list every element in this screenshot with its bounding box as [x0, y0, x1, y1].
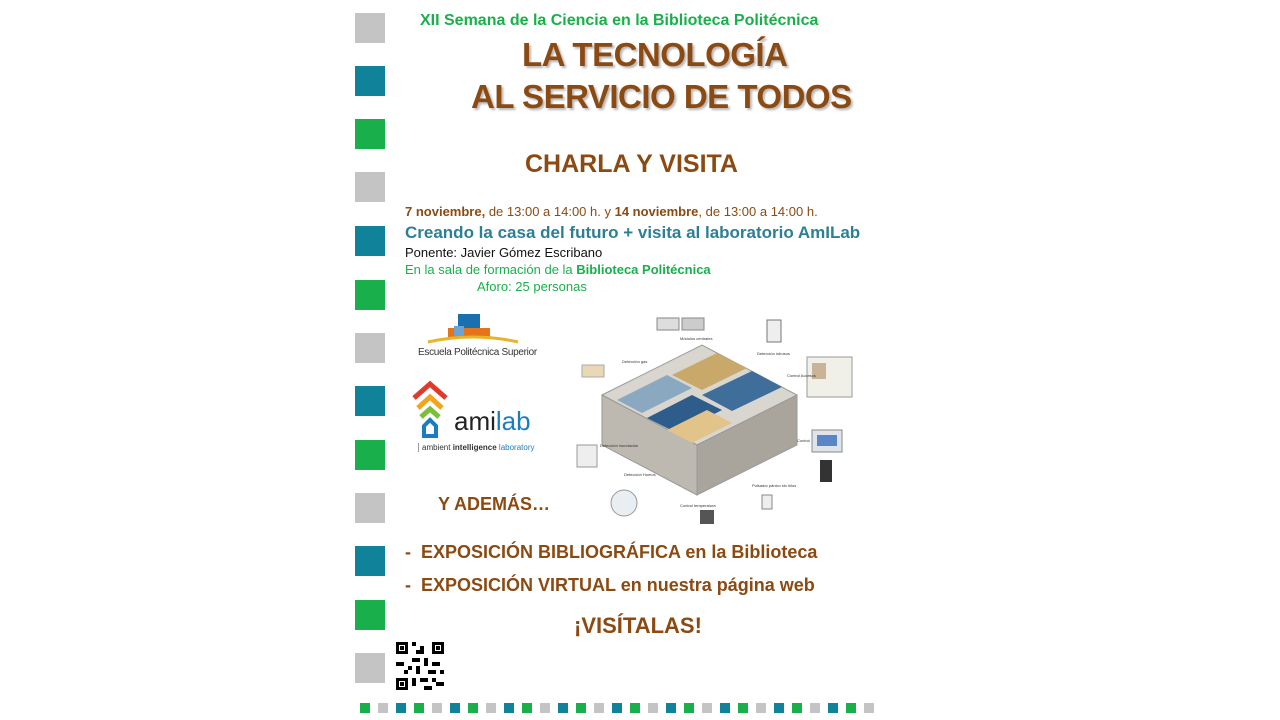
- label-intrusion: Detección intrusos: [757, 351, 790, 356]
- subtitle: CHARLA Y VISITA: [525, 150, 738, 178]
- talk-title: Creando la casa del futuro + visita al laboratorio AmILab: [405, 223, 861, 242]
- deco-square-small: [864, 703, 874, 713]
- venue-name: Biblioteca Politécnica: [576, 262, 711, 277]
- talk-date-1: 7 noviembre,: [405, 204, 486, 219]
- deco-square: [355, 66, 385, 96]
- item1-bold: EXPOSICIÓN BIBLIOGRÁFICA: [421, 542, 681, 562]
- talk-date-2: 14 noviembre: [614, 204, 699, 219]
- deco-square-small: [810, 703, 820, 713]
- talk-time-2: , de 13:00 a 14:00 h.: [698, 204, 818, 219]
- deco-square-small: [846, 703, 856, 713]
- smart-home-diagram: [572, 315, 862, 530]
- label-gas: Detección gas: [622, 359, 648, 364]
- label-flood: Detección inundación: [600, 443, 639, 448]
- deco-square: [355, 600, 385, 630]
- qr-code-icon[interactable]: [396, 642, 444, 690]
- deco-square: [355, 440, 385, 470]
- deco-square: [355, 546, 385, 576]
- label-temp: Control temperatura: [680, 503, 716, 508]
- deco-square-small: [378, 703, 388, 713]
- deco-square-small: [522, 703, 532, 713]
- main-title-line2: AL SERVICIO DE TODOS: [471, 78, 852, 115]
- item2-rest: en nuestra página web: [615, 575, 815, 595]
- deco-square-small: [396, 703, 406, 713]
- call-to-action: ¡VISÍTALAS!: [574, 613, 702, 638]
- deco-square-small: [594, 703, 604, 713]
- deco-square-small: [432, 703, 442, 713]
- talk-time-1: de 13:00 a 14:00 h. y: [485, 204, 615, 219]
- extra-item-2: [405, 575, 815, 596]
- deco-square-small: [576, 703, 586, 713]
- tagline-ambient: ambient: [422, 443, 453, 452]
- deco-square: [355, 119, 385, 149]
- deco-square-small: [630, 703, 640, 713]
- talk-dates: [405, 204, 818, 219]
- deco-square-small: [360, 703, 370, 713]
- extras-heading: Y ADEMÁS…: [438, 494, 551, 514]
- deco-square-small: [792, 703, 802, 713]
- bullet: -: [405, 575, 411, 595]
- amilab-ami: ami: [454, 406, 496, 436]
- deco-square-small: [558, 703, 568, 713]
- eps-name: Escuela Politécnica Superior: [418, 347, 537, 358]
- item2-bold: EXPOSICIÓN VIRTUAL: [421, 575, 616, 595]
- deco-square-small: [756, 703, 766, 713]
- label-mains: Módulos centrales: [680, 336, 713, 341]
- extra-item-1: [405, 542, 817, 563]
- deco-square: [355, 226, 385, 256]
- deco-square: [355, 386, 385, 416]
- amilab-lab: lab: [495, 406, 531, 436]
- deco-square-small: [702, 703, 712, 713]
- talk-speaker: Ponente: Javier Gómez Escribano: [405, 245, 603, 260]
- deco-square-small: [612, 703, 622, 713]
- deco-square: [355, 280, 385, 310]
- label-control: Control: [797, 438, 810, 443]
- eps-logo-icon: [418, 312, 528, 352]
- deco-square-small: [666, 703, 676, 713]
- deco-square-small: [468, 703, 478, 713]
- deco-square-small: [828, 703, 838, 713]
- deco-square: [355, 172, 385, 202]
- deco-square-small: [450, 703, 460, 713]
- deco-square-small: [738, 703, 748, 713]
- talk-venue: [405, 262, 711, 277]
- item1-rest: en la Biblioteca: [680, 542, 818, 562]
- deco-square: [355, 493, 385, 523]
- deco-square-small: [684, 703, 694, 713]
- deco-square-small: [720, 703, 730, 713]
- talk-capacity: Aforo: 25 personas: [477, 279, 587, 294]
- event-title: XII Semana de la Ciencia en la Biblioteca Politécnica: [420, 12, 819, 29]
- deco-square: [355, 333, 385, 363]
- amilab-logo-icon: [410, 380, 455, 440]
- deco-square-small: [648, 703, 658, 713]
- deco-square: [355, 13, 385, 43]
- label-button: Pulsador pánico sin hilos: [752, 483, 797, 488]
- deco-square: [355, 653, 385, 683]
- poster: [350, 0, 890, 720]
- main-title-line1: LA TECNOLOGÍA: [522, 36, 788, 73]
- label-smoke: Detección Humos: [624, 472, 656, 477]
- deco-square-small: [504, 703, 514, 713]
- deco-square-small: [486, 703, 496, 713]
- label-access: Control Accesos: [787, 373, 816, 378]
- bullet: -: [405, 542, 411, 562]
- amilab-wordmark: [454, 406, 531, 437]
- deco-square-small: [774, 703, 784, 713]
- tagline-laboratory: laboratory: [498, 443, 535, 452]
- venue-prefix: En la sala de formación de la: [405, 262, 577, 277]
- tagline-intelligence: intelligence: [452, 443, 499, 452]
- deco-square-small: [414, 703, 424, 713]
- amilab-tagline: [418, 443, 535, 452]
- deco-square-small: [540, 703, 550, 713]
